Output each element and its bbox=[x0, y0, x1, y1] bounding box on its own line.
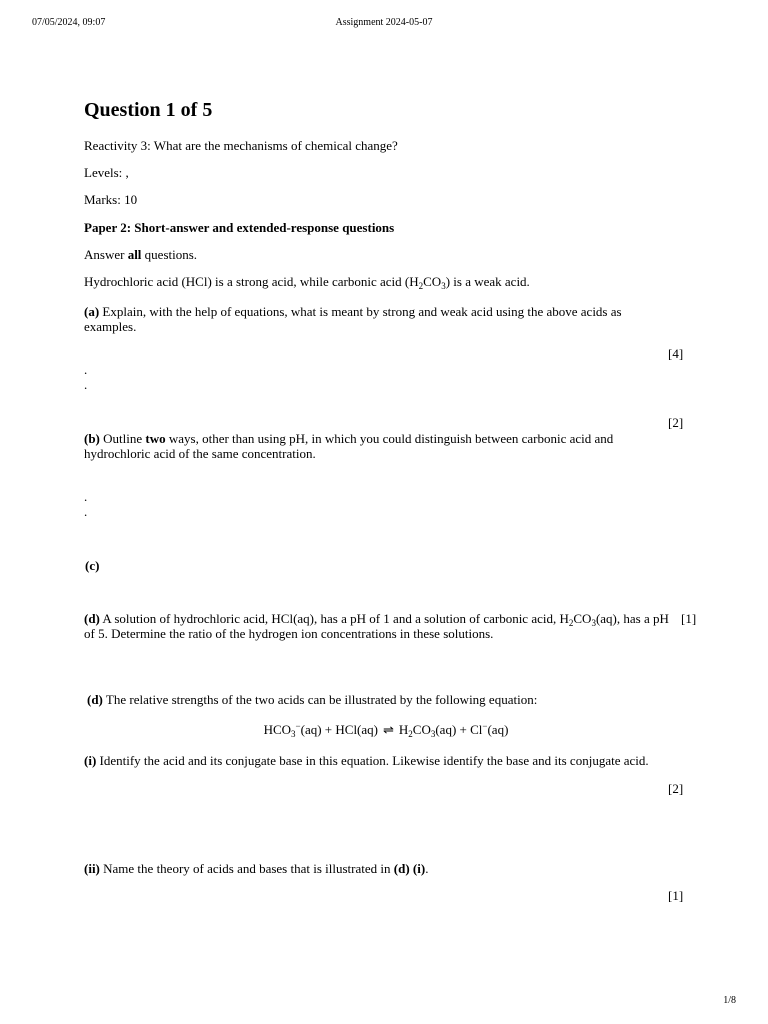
part-a-marks: [4] bbox=[668, 346, 684, 361]
page-number: 1/8 bbox=[723, 995, 736, 1006]
answer-dot: . bbox=[84, 504, 88, 519]
marks-line: Marks: 10 bbox=[84, 192, 138, 207]
answer-dot: . bbox=[84, 362, 88, 377]
part-d-i-marks: [2] bbox=[668, 781, 684, 796]
part-b-marks: [2] bbox=[668, 415, 684, 430]
instruction-line: Answer all questions. bbox=[84, 247, 198, 262]
part-a-text: (a) Explain, with the help of equations, what is meant by strong and weak acid using the above acids as examples. bbox=[84, 304, 622, 334]
levels-line: Levels: , bbox=[84, 165, 129, 180]
part-b-label: (b) bbox=[84, 431, 100, 446]
chemical-equation: $HCO_3^-(aq) + HCl(aq)$ ⇌ $H_2CO_3(aq) + Cl^-(aq)$ bbox=[263, 721, 509, 739]
part-d-label: (d) bbox=[87, 692, 103, 707]
print-datetime: 07/05/2024, 09:07 bbox=[32, 17, 106, 28]
answer-dot: . bbox=[84, 377, 88, 392]
instruction-emphasis: all bbox=[127, 247, 142, 262]
part-a-label: (a) bbox=[84, 304, 100, 319]
part-d-label: (d) bbox=[84, 611, 100, 626]
paper-heading: Paper 2: Short-answer and extended-response questions bbox=[84, 220, 395, 235]
print-doc-title: Assignment 2024-05-07 bbox=[335, 17, 433, 28]
part-d-i-text: (i) Identify the acid and its conjugate base in this equation. Likewise identify the base and its conjugate acid. bbox=[84, 753, 649, 768]
part-d-ii-label: (ii) bbox=[84, 861, 100, 876]
part-d-ii-text: (ii) Name the theory of acids and bases that is illustrated in (d) (i). bbox=[84, 861, 429, 876]
equilibrium-arrow-icon: ⇌ bbox=[382, 722, 394, 737]
answer-dot: . bbox=[84, 489, 88, 504]
part-d-ii-marks: [1] bbox=[668, 888, 684, 903]
question-title: Question 1 of 5 bbox=[84, 99, 213, 121]
part-d-i-label: (i) bbox=[84, 753, 97, 768]
part-d-ratio-marks: [1] bbox=[681, 611, 697, 626]
part-d-ratio-text: (d) A solution of hydrochloric acid, HCl(aq), has a pH of 1 and a solution of carbonic acid, $H_2CO_3(aq)$, has a pH of 5. Determine the ratio of the hydrogen ion concentrations in these solutions. bbox=[84, 611, 669, 641]
topic-line: Reactivity 3: What are the mechanisms of chemical change? bbox=[84, 138, 398, 153]
part-d-equation-intro: (d) The relative strengths of the two acids can be illustrated by the following equation: bbox=[87, 692, 538, 707]
part-b-text: (b) Outline two ways, other than using pH, in which you could distinguish between carbonic acid and hydrochloric acid of the same concentration. bbox=[84, 431, 614, 461]
part-c-label: (c) bbox=[85, 558, 100, 573]
intro-line: Hydrochloric acid (HCl) is a strong acid, while carbonic acid $(H_2CO_3)$ is a weak acid. bbox=[84, 274, 530, 291]
